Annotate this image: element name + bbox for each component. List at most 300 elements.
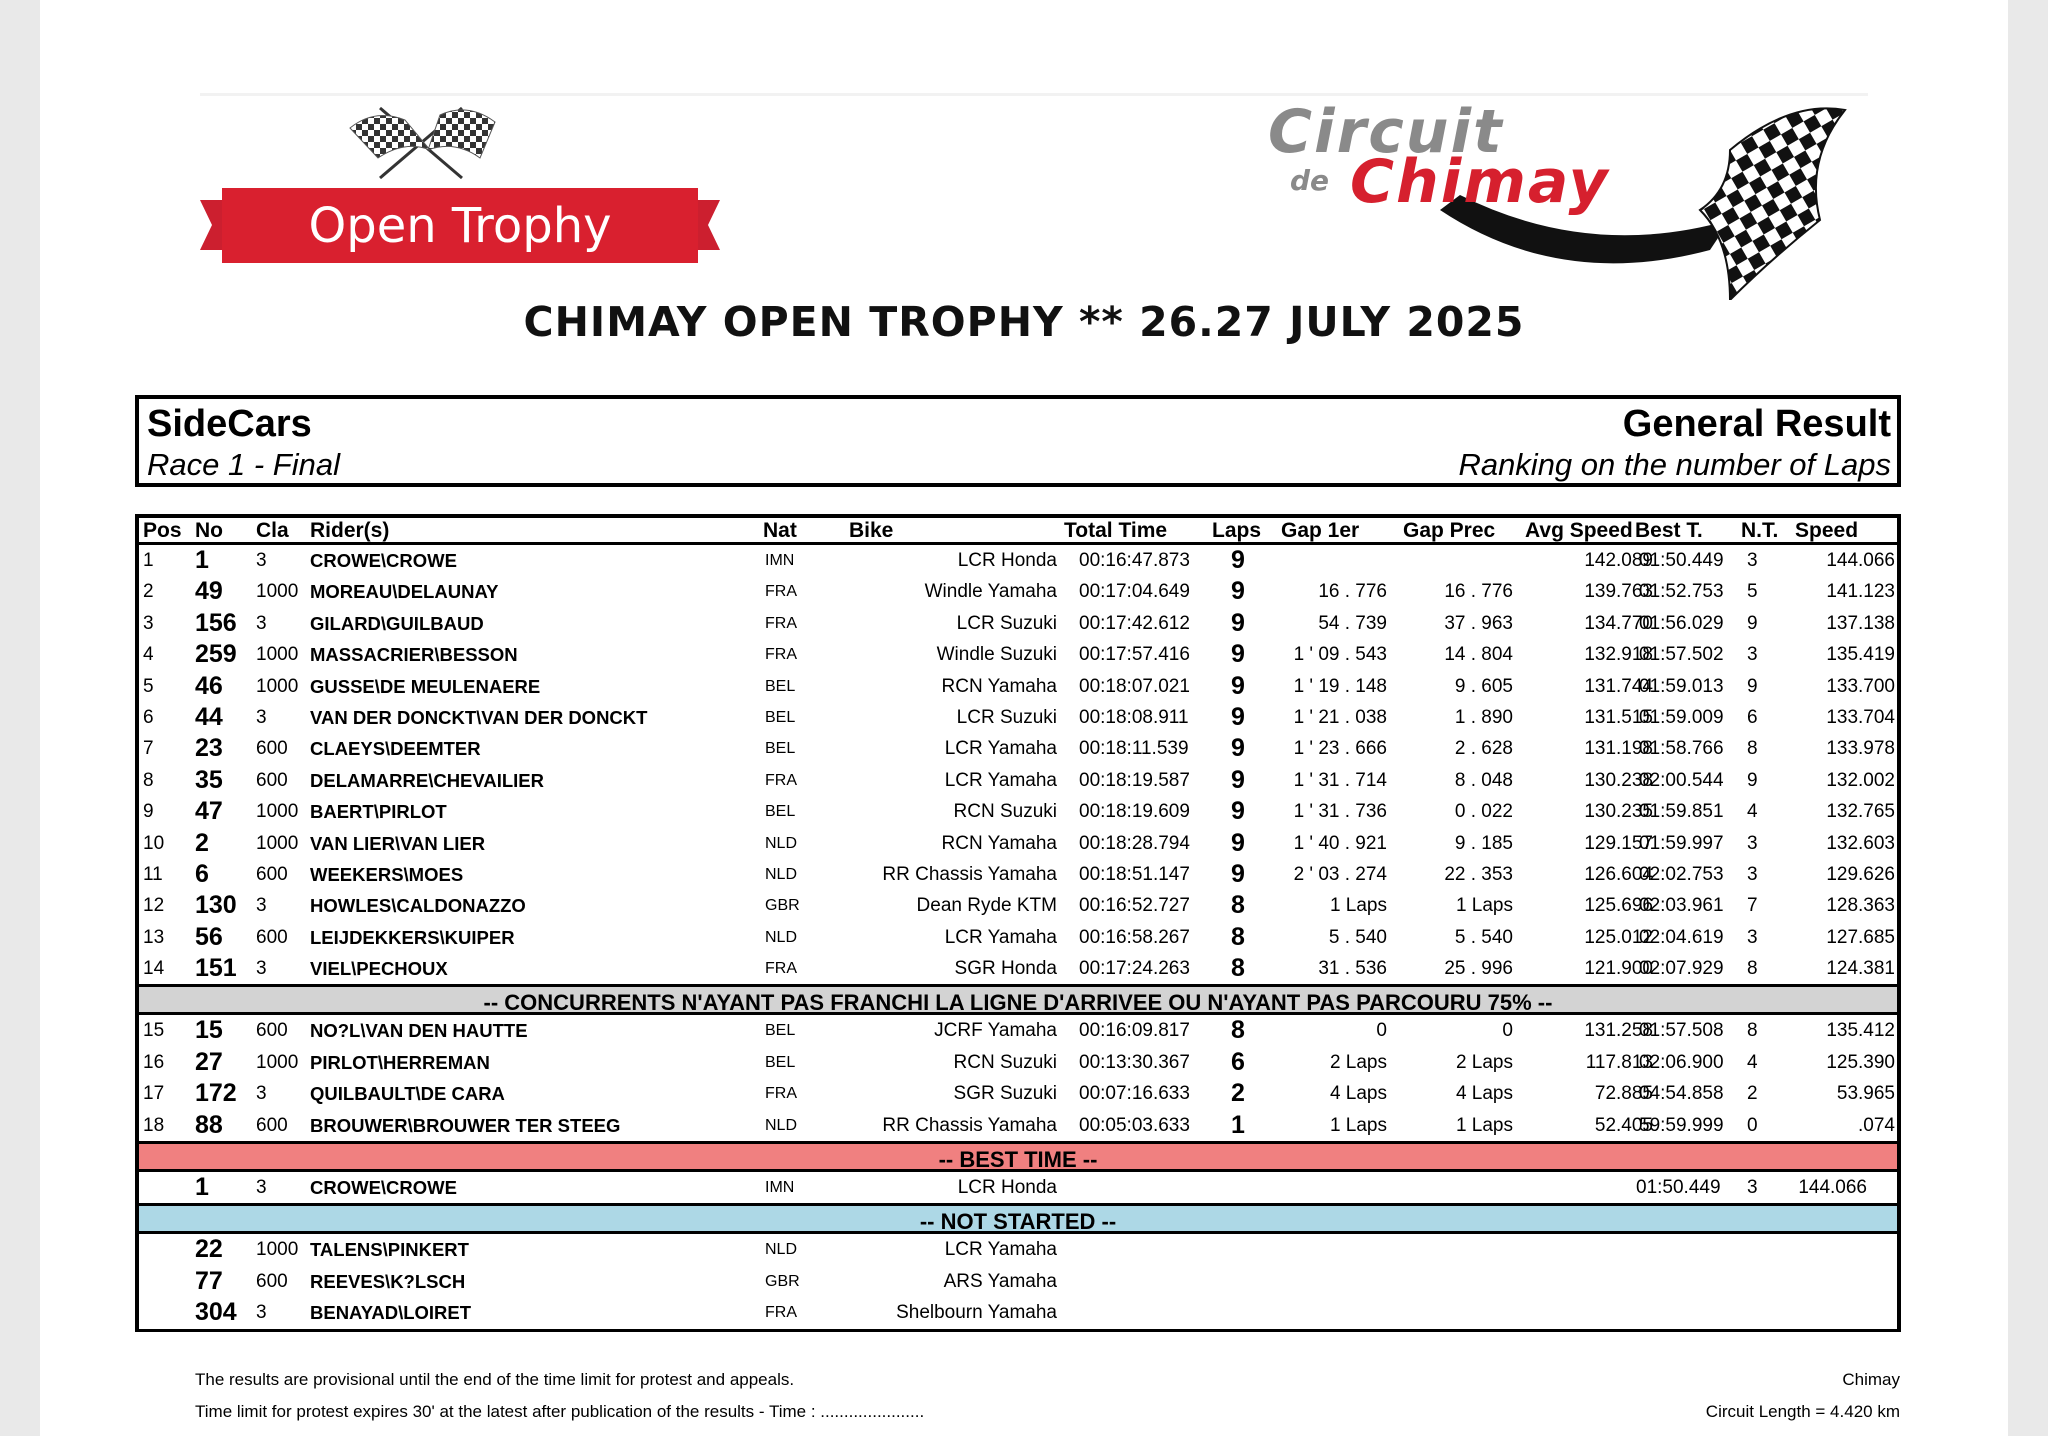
cell-class: 3 <box>256 895 267 917</box>
cell-nt: 8 <box>1747 738 1758 760</box>
ranking-label: Ranking on the number of Laps <box>1458 447 1891 482</box>
cell-riders: GUSSE\DE MEULENAERE <box>310 675 541 697</box>
cell-number: 35 <box>195 765 223 794</box>
col-nat: Nat <box>763 519 797 542</box>
classified-rows <box>135 545 1901 984</box>
cell-position: 1 <box>143 550 154 571</box>
cell-best-time: 01:59.997 <box>1639 832 1724 854</box>
cell-nationality: NLD <box>765 1116 798 1134</box>
cell-gap-first: 1 Laps <box>1329 1114 1387 1136</box>
cell-riders: QUILBAULT\DE CARA <box>310 1083 505 1105</box>
cell-number: 259 <box>195 640 237 669</box>
cell-nationality: BEL <box>765 803 796 821</box>
cell-best-time: 59:59.999 <box>1639 1114 1724 1136</box>
cell-nt: 3 <box>1747 832 1758 854</box>
cell-total-time: 00:17:24.263 <box>1079 958 1190 980</box>
cell-riders: VAN LIER\VAN LIER <box>310 832 486 854</box>
cell-laps: 9 <box>1231 797 1245 826</box>
cell-speed: 144.066 <box>1798 1177 1867 1199</box>
cell-bike: ARS Yamaha <box>943 1270 1057 1292</box>
cell-nt: 2 <box>1747 1083 1758 1105</box>
category-label: SideCars <box>147 403 312 445</box>
cell-total-time: 00:16:52.727 <box>1079 895 1190 917</box>
race-label: Race 1 - Final <box>147 447 340 482</box>
cell-gap-first: 1 ' 40 . 921 <box>1293 832 1387 854</box>
cell-gap-previous: 37 . 963 <box>1444 612 1513 634</box>
cell-riders: BAERT\PIRLOT <box>310 801 447 823</box>
cell-bike: JCRF Yamaha <box>934 1020 1057 1042</box>
cell-avg-speed: 72.885 <box>1594 1083 1653 1105</box>
cell-position: 16 <box>143 1051 165 1073</box>
cell-gap-first: 16 . 776 <box>1318 581 1387 603</box>
col-total-time: Total Time <box>1064 519 1168 542</box>
cell-class: 1000 <box>256 581 299 603</box>
cell-avg-speed: 117.813 <box>1585 1051 1653 1073</box>
cell-riders: VAN DER DONCKT\VAN DER DONCKT <box>310 706 648 728</box>
cell-gap-first: 1 ' 19 . 148 <box>1293 675 1387 697</box>
cell-laps: 9 <box>1231 546 1245 574</box>
best-time-separator: -- BEST TIME -- <box>135 1141 1901 1172</box>
cell-nt: 0 <box>1747 1114 1758 1136</box>
cell-gap-previous: 9 . 185 <box>1454 832 1513 854</box>
cell-number: 23 <box>195 734 223 763</box>
cell-number: 156 <box>195 608 237 637</box>
cell-nationality: IMN <box>765 552 795 569</box>
cell-nationality: FRA <box>765 1085 797 1103</box>
cell-speed: .074 <box>1858 1114 1895 1136</box>
cell-speed: 144.066 <box>1826 550 1895 571</box>
table-row <box>139 702 1897 733</box>
cell-riders: BENAYAD\LOIRET <box>310 1302 472 1324</box>
table-row <box>139 765 1897 796</box>
cell-total-time: 00:18:11.539 <box>1079 738 1189 760</box>
col-laps: Laps <box>1212 519 1262 542</box>
cell-total-time: 00:18:08.911 <box>1079 706 1189 728</box>
cell-number: 15 <box>195 1016 223 1045</box>
cell-class: 600 <box>256 1020 288 1042</box>
cell-number: 1 <box>195 546 209 574</box>
cell-bike: LCR Suzuki <box>956 706 1057 728</box>
cell-gap-first: 5 . 540 <box>1328 926 1387 948</box>
cell-avg-speed: 131.515 <box>1584 706 1653 728</box>
cell-best-time: 02:06.900 <box>1639 1051 1724 1073</box>
cell-total-time: 00:13:30.367 <box>1079 1051 1190 1073</box>
cell-class: 3 <box>256 612 267 634</box>
cell-riders: DELAMARRE\CHEVAILIER <box>310 769 544 791</box>
cell-gap-previous: 2 . 628 <box>1454 738 1513 760</box>
table-row <box>139 1110 1897 1141</box>
cell-nationality: GBR <box>765 897 800 915</box>
cell-laps: 9 <box>1231 577 1245 606</box>
cell-laps: 6 <box>1231 1047 1245 1076</box>
open-trophy-logo <box>200 100 720 290</box>
cell-nationality: BEL <box>765 740 796 758</box>
result-type-label: General Result <box>1622 403 1891 445</box>
cell-gap-first: 2 Laps <box>1329 1051 1387 1073</box>
cell-gap-first: 2 ' 03 . 274 <box>1293 863 1387 885</box>
cell-riders: REEVES\K?LSCH <box>310 1270 466 1292</box>
cell-bike: RCN Yamaha <box>941 675 1057 697</box>
checkered-flag-icon <box>1700 108 1845 300</box>
cell-gap-previous: 22 . 353 <box>1444 863 1513 885</box>
col-bike: Bike <box>849 519 894 542</box>
cell-gap-first: 0 <box>1376 1020 1387 1042</box>
cell-nationality: BEL <box>765 1022 796 1040</box>
table-row <box>139 1297 1897 1328</box>
cell-avg-speed: 132.918 <box>1584 644 1653 666</box>
table-row <box>139 859 1897 890</box>
cell-gap-previous: 2 Laps <box>1455 1051 1513 1073</box>
cell-number: 88 <box>195 1110 223 1139</box>
cell-nationality: NLD <box>765 865 798 883</box>
logo-text-chimay: Chimay <box>1350 147 1610 217</box>
cell-number: 44 <box>195 702 223 731</box>
cell-gap-first: 1 ' 31 . 736 <box>1293 801 1387 823</box>
cell-best-time: 02:02.753 <box>1639 863 1724 885</box>
cell-position: 17 <box>143 1083 165 1105</box>
results-table <box>135 514 1901 1332</box>
cell-nt: 7 <box>1747 895 1758 917</box>
cell-position: 3 <box>143 612 154 634</box>
cell-bike: SGR Suzuki <box>953 1083 1057 1105</box>
cell-class: 600 <box>256 1114 288 1136</box>
cell-number: 6 <box>195 859 209 888</box>
cell-nationality: FRA <box>765 1304 797 1322</box>
cell-riders: VIEL\PECHOUX <box>310 958 448 980</box>
cell-laps: 8 <box>1231 891 1245 920</box>
col-nt: N.T. <box>1741 519 1779 542</box>
cell-nationality: FRA <box>765 960 797 978</box>
cell-bike: RCN Suzuki <box>953 801 1057 823</box>
cell-riders: MOREAU\DELAUNAY <box>310 581 499 603</box>
cell-gap-previous: 8 . 048 <box>1454 769 1513 791</box>
cell-avg-speed: 52.405 <box>1594 1114 1653 1136</box>
cell-avg-speed: 142.089 <box>1584 550 1653 571</box>
cell-gap-first: 1 ' 21 . 038 <box>1293 706 1387 728</box>
cell-speed: 137.138 <box>1826 612 1895 634</box>
cell-total-time: 00:16:58.267 <box>1079 926 1190 948</box>
cell-class: 3 <box>256 1302 267 1324</box>
cell-riders: WEEKERS\MOES <box>310 863 464 885</box>
cell-position: 9 <box>143 801 154 823</box>
col-cla: Cla <box>256 519 289 542</box>
cell-best-time: 01:59.013 <box>1639 675 1724 697</box>
cell-bike: RCN Yamaha <box>941 832 1057 854</box>
table-row <box>139 545 1897 576</box>
cell-position: 18 <box>143 1114 165 1136</box>
cell-nationality: BEL <box>765 677 796 695</box>
cell-position: 5 <box>143 675 154 697</box>
cell-best-time: 01:59.009 <box>1639 706 1724 728</box>
cell-class: 1000 <box>256 1051 299 1073</box>
cell-number: 49 <box>195 577 223 606</box>
cell-gap-previous: 1 Laps <box>1455 895 1513 917</box>
cell-total-time: 00:18:19.587 <box>1079 769 1190 791</box>
cell-gap-previous: 0 <box>1502 1020 1513 1042</box>
cell-riders: CROWE\CROWE <box>310 550 457 571</box>
cell-nt: 5 <box>1747 581 1758 603</box>
cell-class: 1000 <box>256 644 299 666</box>
cell-nt: 3 <box>1747 550 1758 571</box>
cell-riders: GILARD\GUILBAUD <box>310 612 484 634</box>
cell-gap-previous: 4 Laps <box>1455 1083 1513 1105</box>
cell-avg-speed: 121.900 <box>1584 958 1653 980</box>
cell-position: 2 <box>143 581 154 603</box>
cell-position: 14 <box>143 958 165 980</box>
table-row <box>139 796 1897 827</box>
cell-bike: Windle Yamaha <box>924 581 1057 603</box>
cell-nt: 3 <box>1747 1177 1758 1199</box>
table-row <box>139 733 1897 764</box>
cell-gap-previous: 0 . 022 <box>1454 801 1513 823</box>
cell-nationality: FRA <box>765 771 797 789</box>
table-row <box>139 576 1897 607</box>
cell-laps: 9 <box>1231 765 1245 794</box>
col-no: No <box>195 519 223 542</box>
cell-total-time: 00:18:51.147 <box>1079 863 1190 885</box>
cell-number: 47 <box>195 797 223 826</box>
cell-bike: RR Chassis Yamaha <box>882 863 1057 885</box>
cell-riders: HOWLES\CALDONAZZO <box>310 895 526 917</box>
cell-class: 600 <box>256 769 288 791</box>
cell-number: 77 <box>195 1266 223 1295</box>
cell-class: 1000 <box>256 832 299 854</box>
cell-nationality: IMN <box>765 1179 795 1197</box>
cell-gap-previous: 25 . 996 <box>1444 958 1513 980</box>
cell-gap-first: 1 Laps <box>1329 895 1387 917</box>
table-row <box>139 1047 1897 1078</box>
cell-laps: 9 <box>1231 671 1245 700</box>
cell-speed: 128.363 <box>1826 895 1895 917</box>
cell-speed: 141.123 <box>1826 581 1895 603</box>
cell-riders: BROUWER\BROUWER TER STEEG <box>310 1114 621 1136</box>
cell-avg-speed: 131.198 <box>1584 738 1653 760</box>
cell-nt: 9 <box>1747 769 1758 791</box>
logo-text-open-trophy: Open Trophy <box>308 198 612 254</box>
cell-riders: PIRLOT\HERREMAN <box>310 1051 490 1073</box>
cell-best-time: 01:59.851 <box>1639 801 1724 823</box>
circuit-de-chimay-logo <box>1260 90 1860 300</box>
cell-total-time: 00:17:57.416 <box>1079 644 1190 666</box>
cell-speed: 133.978 <box>1826 738 1895 760</box>
race-info-box <box>135 395 1901 487</box>
col-gap1: Gap 1er <box>1281 519 1360 542</box>
event-title: CHIMAY OPEN TROPHY ** 26.27 JULY 2025 <box>523 298 1525 346</box>
cell-nt: 4 <box>1747 801 1758 823</box>
cell-nt: 8 <box>1747 1020 1758 1042</box>
cell-nt: 6 <box>1747 706 1758 728</box>
cell-avg-speed: 129.157 <box>1584 832 1653 854</box>
table-row <box>139 639 1897 670</box>
cell-gap-first: 1 ' 09 . 543 <box>1293 644 1387 666</box>
cell-best-time: 02:03.961 <box>1639 895 1724 917</box>
cell-laps: 8 <box>1231 954 1245 983</box>
cell-bike: LCR Yamaha <box>944 1239 1057 1261</box>
cell-riders: TALENS\PINKERT <box>310 1239 469 1261</box>
cell-position: 4 <box>143 644 154 666</box>
cell-position: 8 <box>143 769 154 791</box>
footer-protest-note: Time limit for protest expires 30' at the latest after publication of the results - Time : ...................... <box>195 1402 925 1421</box>
cell-laps: 9 <box>1231 828 1245 857</box>
cell-class: 600 <box>256 1270 288 1292</box>
cell-avg-speed: 125.012 <box>1584 926 1653 948</box>
cell-laps: 9 <box>1231 859 1245 888</box>
cell-total-time: 00:16:47.873 <box>1079 550 1190 571</box>
cell-best-time: 02:07.929 <box>1639 958 1724 980</box>
checkered-flags-icon <box>350 108 495 178</box>
cell-avg-speed: 130.235 <box>1584 801 1653 823</box>
cell-speed: 135.412 <box>1826 1020 1895 1042</box>
cell-class: 1000 <box>256 1239 299 1261</box>
cell-total-time: 00:17:04.649 <box>1079 581 1190 603</box>
cell-nt: 8 <box>1747 958 1758 980</box>
cell-gap-previous: 9 . 605 <box>1454 675 1513 697</box>
cell-avg-speed: 139.763 <box>1584 581 1653 603</box>
cell-riders: CLAEYS\DEEMTER <box>310 738 481 760</box>
cell-bike: RCN Suzuki <box>953 1051 1057 1073</box>
cell-laps: 8 <box>1231 1016 1245 1045</box>
cell-gap-first: 1 ' 31 . 714 <box>1293 769 1387 791</box>
footer-provisional-note: The results are provisional until the end of the time limit for protest and appeals. <box>195 1370 795 1389</box>
cell-number: 1 <box>195 1173 209 1202</box>
cell-nt: 3 <box>1747 644 1758 666</box>
cell-gap-first: 31 . 536 <box>1318 958 1387 980</box>
cell-nationality: BEL <box>765 708 796 726</box>
not-finished-separator: -- CONCURRENTS N'AYANT PAS FRANCHI LA LIGNE D'ARRIVEE OU N'AYANT PAS PARCOURU 75% -- <box>135 984 1901 1015</box>
cell-best-time: 02:04.619 <box>1639 926 1724 948</box>
cell-best-time: 01:57.508 <box>1639 1020 1724 1042</box>
cell-total-time: 00:18:19.609 <box>1079 801 1190 823</box>
col-gapprec: Gap Prec <box>1403 519 1496 542</box>
cell-nationality: NLD <box>765 928 798 946</box>
cell-best-time: 01:57.502 <box>1639 644 1724 666</box>
cell-nationality: NLD <box>765 834 798 852</box>
cell-position: 13 <box>143 926 165 948</box>
cell-nt: 9 <box>1747 675 1758 697</box>
cell-class: 3 <box>256 1083 267 1105</box>
cell-total-time: 00:05:03.633 <box>1079 1114 1190 1136</box>
cell-best-time: 01:50.449 <box>1636 1177 1721 1199</box>
cell-bike: LCR Suzuki <box>956 612 1057 634</box>
cell-laps: 9 <box>1231 608 1245 637</box>
cell-avg-speed: 131.258 <box>1584 1020 1653 1042</box>
cell-bike: RR Chassis Yamaha <box>882 1114 1057 1136</box>
cell-gap-previous: 5 . 540 <box>1454 926 1513 948</box>
cell-avg-speed: 130.238 <box>1584 769 1653 791</box>
cell-gap-previous: 1 Laps <box>1455 1114 1513 1136</box>
col-pos: Pos <box>143 519 182 542</box>
cell-position: 10 <box>143 832 165 854</box>
cell-speed: 133.700 <box>1826 675 1895 697</box>
cell-laps: 2 <box>1231 1079 1245 1108</box>
cell-best-time: 01:50.449 <box>1639 550 1724 571</box>
cell-best-time: 04:54.858 <box>1639 1083 1724 1105</box>
cell-avg-speed: 125.696 <box>1584 895 1653 917</box>
cell-best-time: 01:58.766 <box>1639 738 1724 760</box>
cell-total-time: 00:18:28.794 <box>1079 832 1190 854</box>
cell-nationality: FRA <box>765 646 797 664</box>
cell-bike: Shelbourn Yamaha <box>896 1302 1057 1324</box>
cell-position: 7 <box>143 738 154 760</box>
cell-class: 3 <box>256 706 267 728</box>
cell-riders: NO?L\VAN DEN HAUTTE <box>310 1020 528 1042</box>
cell-number: 22 <box>195 1235 223 1264</box>
cell-nationality: NLD <box>765 1241 798 1259</box>
cell-speed: 132.765 <box>1826 801 1895 823</box>
table-row <box>139 890 1897 921</box>
cell-total-time: 00:07:16.633 <box>1079 1083 1190 1105</box>
cell-nt: 9 <box>1747 612 1758 634</box>
cell-number: 304 <box>195 1298 237 1327</box>
cell-laps: 1 <box>1231 1110 1245 1139</box>
best-time-rows <box>135 1172 1901 1203</box>
cell-speed: 135.419 <box>1826 644 1895 666</box>
logo-text-de: de <box>1290 164 1330 197</box>
cell-riders: MASSACRIER\BESSON <box>310 644 518 666</box>
cell-riders: LEIJDEKKERS\KUIPER <box>310 926 515 948</box>
cell-laps: 9 <box>1231 702 1245 731</box>
not-started-separator: -- NOT STARTED -- <box>135 1203 1901 1234</box>
cell-nationality: FRA <box>765 583 797 601</box>
cell-class: 600 <box>256 926 288 948</box>
table-row <box>139 1172 1897 1203</box>
table-row <box>139 608 1897 639</box>
cell-gap-previous: 14 . 804 <box>1444 644 1513 666</box>
cell-bike: SGR Honda <box>954 958 1057 980</box>
cell-avg-speed: 134.770 <box>1584 612 1653 634</box>
table-row <box>139 1234 1897 1265</box>
col-avg-speed: Avg Speed <box>1525 519 1633 542</box>
footer-place: Chimay <box>1842 1370 1900 1389</box>
cell-number: 130 <box>195 891 237 920</box>
table-header <box>135 514 1901 545</box>
col-speed: Speed <box>1795 519 1859 542</box>
cell-avg-speed: 126.604 <box>1584 863 1653 885</box>
cell-position: 11 <box>143 863 163 885</box>
cell-speed: 127.685 <box>1826 926 1895 948</box>
cell-avg-speed: 131.744 <box>1584 675 1653 697</box>
cell-position: 15 <box>143 1020 165 1042</box>
cell-gap-first: 4 Laps <box>1329 1083 1387 1105</box>
cell-nt: 3 <box>1747 926 1758 948</box>
cell-speed: 132.002 <box>1826 769 1895 791</box>
cell-nationality: FRA <box>765 614 797 632</box>
cell-speed: 53.965 <box>1836 1083 1895 1105</box>
cell-number: 151 <box>195 954 237 983</box>
cell-total-time: 00:17:42.612 <box>1079 612 1190 634</box>
cell-number: 172 <box>195 1079 237 1108</box>
col-rider: Rider(s) <box>310 519 390 542</box>
cell-nt: 3 <box>1747 863 1758 885</box>
table-row <box>139 671 1897 702</box>
cell-class: 3 <box>256 1177 267 1199</box>
col-best-time: Best T. <box>1635 519 1703 542</box>
cell-speed: 125.390 <box>1826 1051 1895 1073</box>
cell-bike: LCR Yamaha <box>944 738 1057 760</box>
cell-class: 1000 <box>256 675 299 697</box>
cell-bike: Windle Suzuki <box>936 644 1057 666</box>
cell-gap-previous: 1 . 890 <box>1454 706 1513 728</box>
cell-class: 3 <box>256 550 267 571</box>
cell-nationality: GBR <box>765 1272 800 1290</box>
logo-text-circuit: Circuit <box>1268 97 1504 167</box>
not-finished-rows <box>135 1015 1901 1141</box>
table-row <box>139 953 1897 984</box>
table-row <box>139 1078 1897 1109</box>
cell-bike: Dean Ryde KTM <box>916 895 1057 917</box>
footer-circuit-length: Circuit Length = 4.420 km <box>1705 1402 1900 1421</box>
cell-bike: LCR Honda <box>957 550 1057 571</box>
